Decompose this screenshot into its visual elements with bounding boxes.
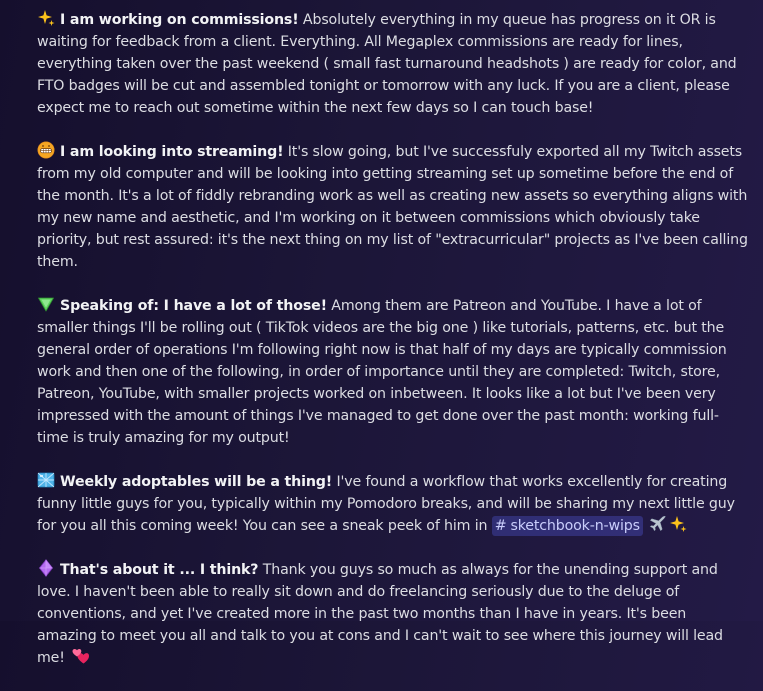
announcement-commissions <box>37 9 749 119</box>
announcement-text: Thank you guys so much as always for the unending support and love. I haven't been able to really sit down and do freelancing seriously due to the deluge of conventions, and yet I've created more in the past two months than I have in years. It's been amazing to meet you all and talk to you at cons and I can't wait to see where this journey will lead me! <box>37 562 723 666</box>
channel-hash-icon: # <box>494 518 507 534</box>
announcement-adoptables <box>37 471 749 537</box>
grimacing-face-icon <box>37 141 55 159</box>
channel-mention-name: sketchbook-n-wips <box>510 518 640 534</box>
sparkles-icon <box>37 9 55 27</box>
announcement-text: Among them are Patreon and YouTube. I have a lot of smaller things I'll be rolling out ( TikTok videos are the big one ) like tutorials, patterns, etc. but the general order of operations I'm following right now is that half of my days are typically commission work and then one of the following, in order of importance until they are completed: Twitch, store, Patreon, YouTube, with smaller projects worked on inbetween. It looks like a lot but I've been very impressed with the amount of things I've managed to get done over the past month: working full-time is truly amazing for my output! <box>37 298 727 446</box>
message-content <box>37 9 749 691</box>
announcement-text: Absolutely everything in my queue has progress on it OR is waiting for feedback from a client. Everything. All Megaplex commissions are ready for lines, everything taken over the past weekend ( small fast turnaround headshots ) are ready for color, and FTO badges will be cut and assembled tonight or tomorrow with any luck. If you are a client, please expect me to reach out sometime within the next few days so I can touch base! <box>37 12 737 116</box>
announcement-heading: Weekly adoptables will be a thing! <box>60 474 333 490</box>
announcement-heading: I am looking into streaming! <box>60 144 284 160</box>
announcement-heading: I am working on commissions! <box>60 12 299 28</box>
airplane-icon <box>649 515 667 533</box>
announcement-text: I've found a workflow that works excellently for creating funny little guys for you, typically within my Pomodoro breaks, and will be sharing my next little guy for you all this coming week! You can see a sneak peek of him in <box>37 474 735 534</box>
announcement-heading: Speaking of: I have a lot of those! <box>60 298 327 314</box>
ice-cube-icon <box>37 471 55 489</box>
purple-gem-icon <box>37 559 55 577</box>
channel-mention-sketchbook[interactable] <box>492 516 643 536</box>
announcement-text: It's slow going, but I've successfuly exported all my Twitch assets from my old computer and will be looking into getting streaming set up sometime before the end of the month. It's a lot of fiddly rebranding work as well as creating new assets so everything aligns with my new name and aesthetic, and I'm working on it between commissions which obviously take priority, but rest assured: it's the next thing on my list of "extracurricular" projects as I've been calling them. <box>37 144 748 270</box>
announcement-closing <box>37 559 749 669</box>
down-triangle-icon <box>37 295 55 313</box>
announcement-streaming <box>37 141 749 273</box>
announcement-projects <box>37 295 749 449</box>
sparkles-icon <box>669 515 687 533</box>
announcement-heading: That's about it ... I think? <box>60 562 259 578</box>
two-hearts-icon <box>71 647 89 665</box>
